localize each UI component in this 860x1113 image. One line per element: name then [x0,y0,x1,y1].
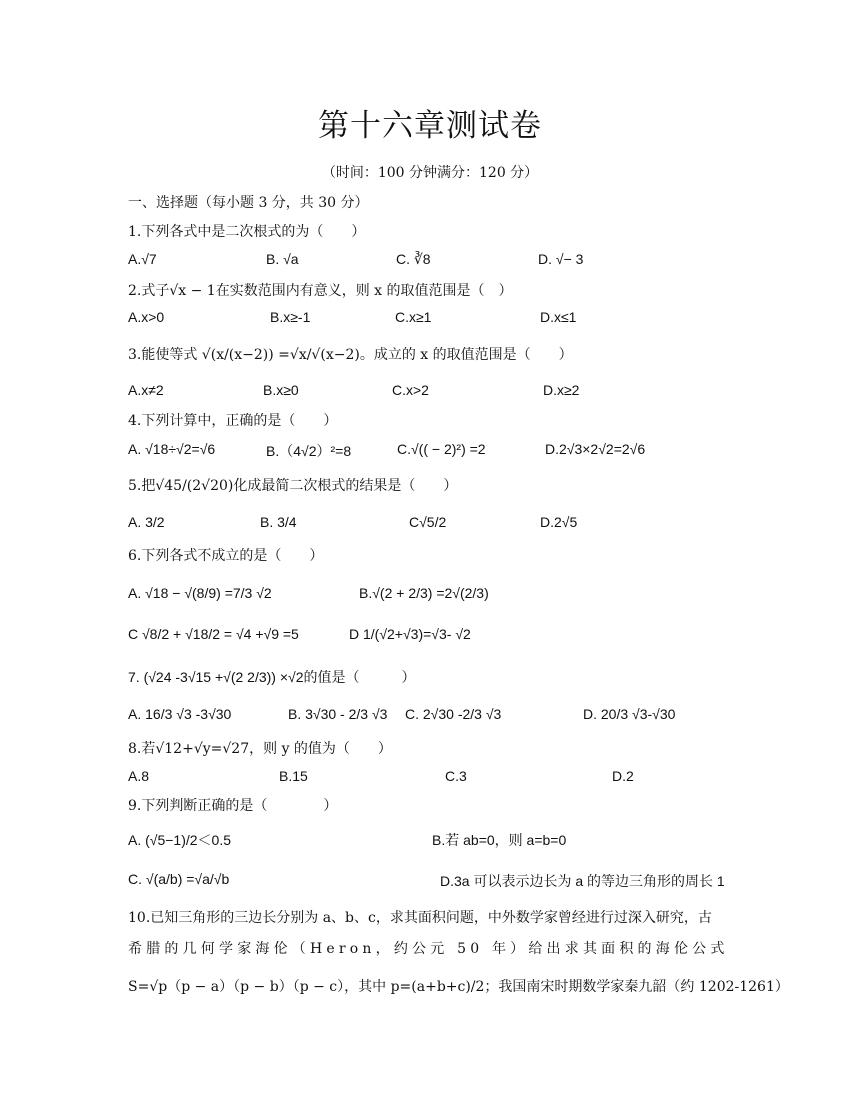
option-b: B.15 [279,768,308,784]
option-c: C√5/2 [409,514,447,530]
question-stem: 5.把√45/(2√20)化成最简二次根式的结果是（ ） [128,478,458,494]
option-d: D.x≤1 [540,309,577,325]
option-c: C.3 [445,768,467,784]
option-c: C.x≥1 [395,309,432,325]
question-stem: 4.下列计算中，正确的是（ ） [128,413,338,429]
option-d: D.2 [612,768,634,784]
option-a: A.x>0 [128,309,165,325]
option-b: B. 3/4 [260,514,297,530]
option-a: A.x≠2 [128,382,164,398]
option-a: A. √18 − √(8/9) =7/3 √2 [128,585,272,601]
option-c: C √8/2 + √18/2 = √4 +√9 =5 [128,626,299,642]
question-stem: 3.能使等式 √(x/(x−2)) =√x/√(x−2)。成立的 x 的取值范围是（ ） [128,347,573,363]
option-d: D. √− 3 [538,251,584,267]
option-c: C.x>2 [392,382,429,398]
question-stem: 1.下列各式中是二次根式的为（ ） [128,224,366,240]
option-c: C. ∛8 [396,251,431,267]
option-b: B.x≥0 [263,382,299,398]
option-c: C. √(a/b) =√a/√b [128,871,230,887]
option-b: B.x≥-1 [270,309,311,325]
option-b: B.√(2 + 2/3) =2√(2/3) [359,585,489,601]
option-d: D.3a 可以表示边长为 a 的等边三角形的周长 1 [440,873,725,889]
question-stem-continued: 希腊的几何学家海伦（Heron，约公元 50 年）给出求其面积的海伦公式 [128,941,729,957]
exam-info: （时间：100 分钟满分：120 分） [321,165,539,181]
option-d: D.2√3×2√2=2√6 [545,441,646,457]
option-d: D.x≥2 [543,382,580,398]
option-a: A. (√5−1)/2＜0.5 [128,832,232,848]
question-stem-continued: S=√p（p − a）（p − b）（p − c），其中 p=(a+b+c)/2；我国南宋时期数学家秦九韶（约 1202-1261） [128,979,789,995]
option-d: D. 20/3 √3-√30 [583,706,676,722]
question-stem: 2.式子√x − 1在实数范围内有意义，则 x 的取值范围是（ ） [128,283,513,299]
option-d: D 1/(√2+√3)=√3- √2 [349,626,471,642]
question-stem: 9.下列判断正确的是（ ） [128,798,338,814]
option-b: B.若 ab=0，则 a=b=0 [432,832,567,848]
option-a: A.√7 [128,251,157,267]
option-a: A.8 [128,768,150,784]
question-stem: 6.下列各式不成立的是（ ） [128,548,324,564]
section-heading: 一、选择题（每小题 3 分，共 30 分） [128,195,369,211]
question-stem: 7. (√24 -3√15 +√(2 2/3)) ×√2的值是（ ） [128,669,416,685]
option-a: A. 3/2 [128,514,165,530]
option-d: D.2√5 [540,514,578,530]
page-title: 第十六章测试卷 [318,108,542,144]
option-a: A. √18÷√2=√6 [128,441,216,457]
question-stem: 10.已知三角形的三边长分别为 a、b、c，求其面积问题，中外数学家曾经进行过深入研究，古 [128,910,712,926]
option-b: B. 3√30 - 2/3 √3 [288,706,388,722]
option-b: B. √a [266,251,299,267]
option-c: C.√(( − 2)²) =2 [397,441,486,457]
option-c: C. 2√30 -2/3 √3 [405,706,502,722]
option-a: A. 16/3 √3 -3√30 [128,706,232,722]
option-b: B.（4√2）²=8 [266,443,352,459]
question-stem: 8.若√12+√y=√27，则 y 的值为（ ） [128,741,392,757]
